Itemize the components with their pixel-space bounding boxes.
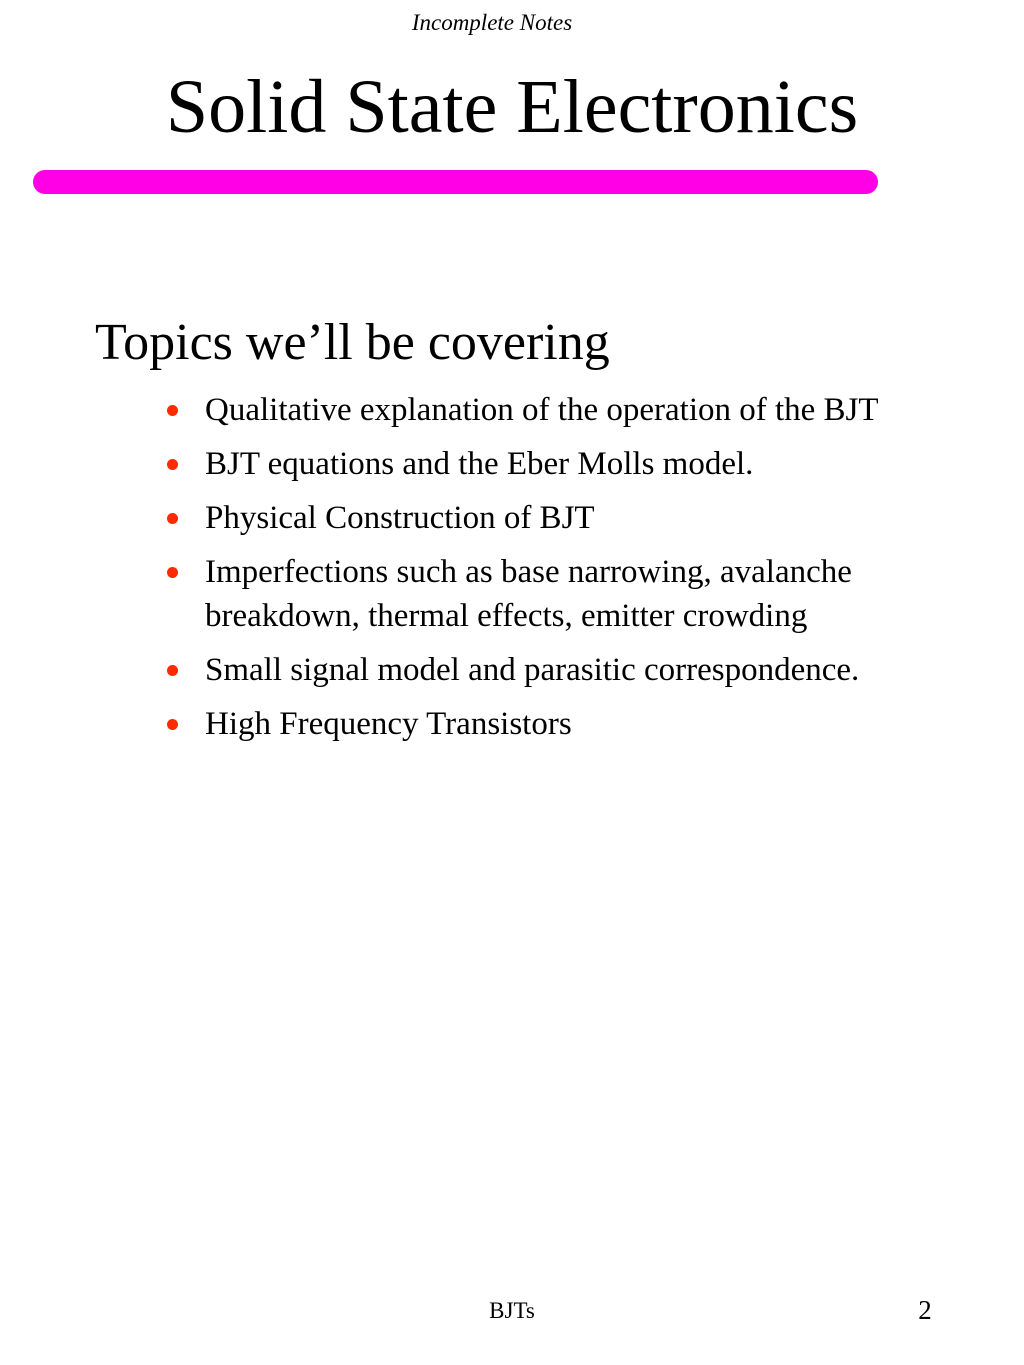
topic-text: Qualitative explanation of the operation of the BJT: [205, 392, 879, 428]
topic-list: [160, 388, 980, 756]
page-number: 2: [918, 1295, 932, 1325]
slide-subtitle: Topics we’ll be covering: [95, 314, 610, 371]
topic-text: High Frequency Transistors: [205, 706, 572, 742]
bullet-icon: [167, 567, 178, 578]
header-note: Incomplete Notes: [411, 10, 573, 35]
topic-item: [160, 496, 980, 540]
topic-item: [160, 442, 980, 486]
topic-text: Physical Construction of BJT: [205, 500, 595, 536]
bullet-icon: [167, 459, 178, 470]
topic-item: [160, 702, 980, 746]
topic-text: Imperfections such as base narrowing, avalanche breakdown, thermal effects, emitter crowding: [205, 554, 852, 634]
topic-text: BJT equations and the Eber Molls model.: [205, 446, 754, 482]
slide-title: Solid State Electronics: [165, 65, 859, 149]
footer-label: BJTs: [489, 1298, 535, 1323]
topic-item: [160, 388, 980, 432]
topic-text: Small signal model and parasitic correspondence.: [205, 652, 860, 688]
topic-item: [160, 648, 980, 692]
topic-item: [160, 550, 980, 638]
bullet-icon: [167, 513, 178, 524]
title-underline-bar: [33, 170, 878, 194]
bullet-icon: [167, 719, 178, 730]
bullet-icon: [167, 405, 178, 416]
bullet-icon: [167, 665, 178, 676]
